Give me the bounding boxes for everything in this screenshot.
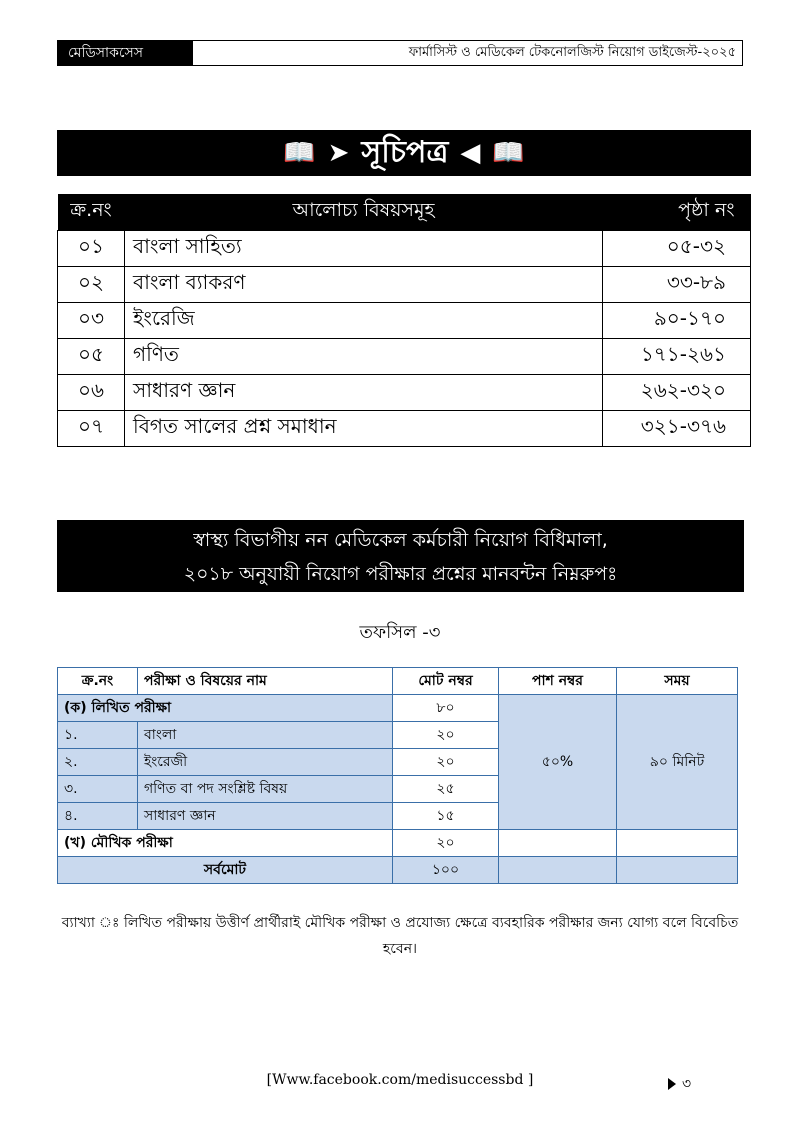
- viva-exam-label: (খ) মৌখিক পরীক্ষা: [58, 830, 393, 857]
- page-number-value: ৩: [682, 1076, 692, 1092]
- toc-title-bar: [57, 130, 751, 176]
- table-row: [58, 410, 751, 446]
- exam-time: ৯০ মিনিট: [617, 695, 738, 830]
- toc-col-sl: ক্র.নং: [58, 194, 125, 230]
- footer-link[interactable]: [Www.facebook.com/medisuccessbd ]: [266, 1072, 534, 1088]
- subject-sl: ৩.: [58, 776, 138, 803]
- toc-sl: ০৭: [58, 410, 125, 446]
- toc-page: ৯০-১৭০: [603, 302, 751, 338]
- toc-page: ২৬২-৩২০: [603, 374, 751, 410]
- grand-total-value: ১০০: [393, 857, 499, 884]
- toc-sl: ০১: [58, 230, 125, 266]
- table-row: [58, 230, 751, 266]
- table-row: [58, 338, 751, 374]
- toc-page: ৩৩-৮৯: [603, 266, 751, 302]
- triangle-right-icon: [668, 1078, 676, 1090]
- book-icon: 📖: [283, 138, 316, 168]
- subject-marks: ২৫: [393, 776, 499, 803]
- toc-title: সূচিপত্র: [361, 134, 449, 170]
- empty-cell: [617, 857, 738, 884]
- empty-cell: [617, 830, 738, 857]
- table-row: [58, 695, 738, 722]
- empty-cell: [499, 830, 617, 857]
- arrow-right-icon: ➤: [327, 138, 350, 168]
- toc-sl: ০২: [58, 266, 125, 302]
- rules-line-2: ২০১৮ অনুযায়ী নিয়োগ পরীক্ষার প্রশ্নের মানবন্টন নিম্নরুপঃ: [183, 563, 618, 585]
- mark-distribution-table: [57, 667, 738, 884]
- table-row: [58, 266, 751, 302]
- schedule-heading: তফসিল -৩: [359, 622, 441, 643]
- toc-page: ০৫-৩২: [603, 230, 751, 266]
- written-exam-label: (ক) লিখিত পরীক্ষা: [58, 695, 393, 722]
- toc-subject: সাধারণ জ্ঞান: [125, 374, 603, 410]
- pass-mark: ৫০%: [499, 695, 617, 830]
- table-row: [58, 302, 751, 338]
- header-book-title: ফার্মাসিস্ট ও মেডিকেল টেকনোলজিস্ট নিয়োগ ডাইজেস্ট-২০২৫: [408, 44, 736, 60]
- arrow-left-icon: ◀: [460, 138, 481, 168]
- dist-col-total: মোট নম্বর: [393, 668, 499, 695]
- toc-page: ১৭১-২৬১: [603, 338, 751, 374]
- subject-marks: ২০: [393, 722, 499, 749]
- subject-sl: ১.: [58, 722, 138, 749]
- toc-subject: গণিত: [125, 338, 603, 374]
- subject-marks: ১৫: [393, 803, 499, 830]
- subject-name: ইংরেজী: [138, 749, 393, 776]
- dist-col-sl: ক্র.নং: [58, 668, 138, 695]
- empty-cell: [499, 857, 617, 884]
- header-brand: মেডিসাকসেস: [58, 41, 193, 65]
- viva-exam-total: ২০: [393, 830, 499, 857]
- dist-header-row: [58, 668, 738, 695]
- table-row: [58, 374, 751, 410]
- toc-col-page: পৃষ্ঠা নং: [603, 194, 751, 230]
- toc-subject: বাংলা সাহিত্য: [125, 230, 603, 266]
- toc-subject: ইংরেজি: [125, 302, 603, 338]
- table-row: [58, 830, 738, 857]
- subject-sl: ২.: [58, 749, 138, 776]
- toc-sl: ০৬: [58, 374, 125, 410]
- dist-col-time: সময়: [617, 668, 738, 695]
- dist-col-pass: পাশ নম্বর: [499, 668, 617, 695]
- subject-sl: ৪.: [58, 803, 138, 830]
- subject-marks: ২০: [393, 749, 499, 776]
- subject-name: বাংলা: [138, 722, 393, 749]
- book-icon: 📖: [492, 138, 525, 168]
- toc-table: [57, 194, 751, 447]
- written-exam-total: ৮০: [393, 695, 499, 722]
- dist-col-name: পরীক্ষা ও বিষয়ের নাম: [138, 668, 393, 695]
- subject-name: গণিত বা পদ সংশ্লিষ্ট বিষয়: [138, 776, 393, 803]
- grand-total-label: সর্বমোট: [58, 857, 393, 884]
- page-number: [668, 1072, 691, 1096]
- toc-subject: বাংলা ব্যাকরণ: [125, 266, 603, 302]
- toc-sl: ০৫: [58, 338, 125, 374]
- running-header: [57, 40, 743, 66]
- toc-page: ৩২১-৩৭৬: [603, 410, 751, 446]
- toc-subject: বিগত সালের প্রশ্ন সমাধান: [125, 410, 603, 446]
- toc-header-row: [58, 194, 751, 230]
- explanation-note: ব্যাখ্যা ঃ লিখিত পরীক্ষায় উত্তীর্ণ প্রার্থীরাই মৌখিক পরীক্ষা ও প্রযোজ্য ক্ষেত্রে ব্যবহারিক পরীক্ষার জন্য যোগ্য বলে বিবেচিত হবেন।: [61, 915, 739, 957]
- toc-sl: ০৩: [58, 302, 125, 338]
- rules-title-bar: [57, 520, 744, 592]
- table-row: [58, 857, 738, 884]
- toc-col-subject: আলোচ্য বিষয়সমূহ: [125, 194, 603, 230]
- rules-line-1: স্বাস্থ্য বিভাগীয় নন মেডিকেল কর্মচারী নিয়োগ বিধিমালা,: [193, 529, 608, 551]
- subject-name: সাধারণ জ্ঞান: [138, 803, 393, 830]
